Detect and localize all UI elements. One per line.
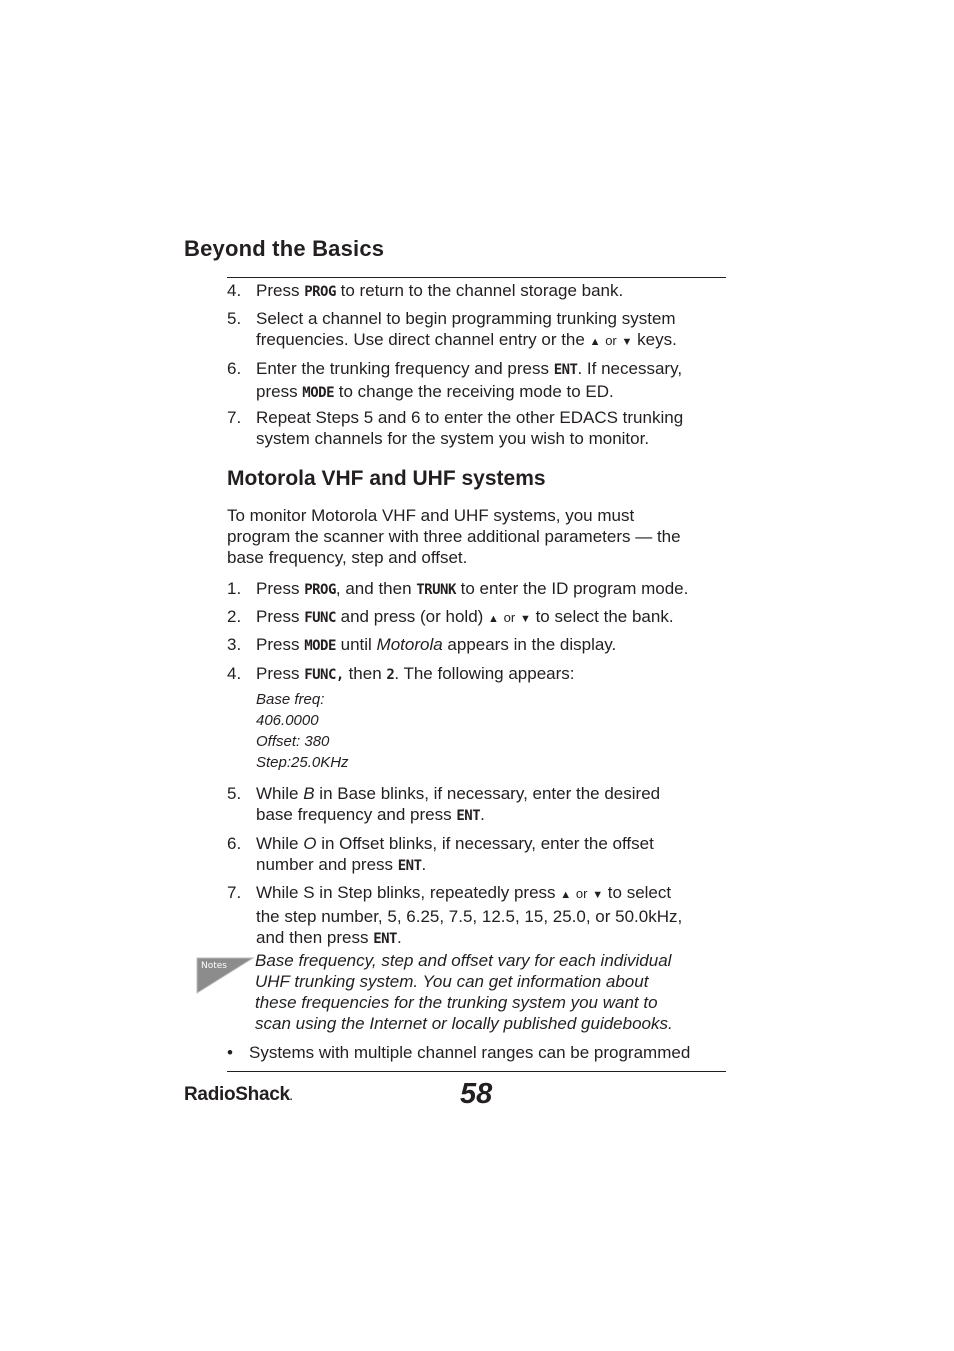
- step-text: the step number, 5, 6.25, 7.5, 12.5, 15, 25.0, or 50.0kHz,: [256, 907, 683, 926]
- step-text: Select a channel to begin programming trunking system: [256, 309, 676, 328]
- step-text: , and then: [335, 579, 417, 598]
- display-term: Motorola: [376, 635, 443, 654]
- key-label: FUNC,: [304, 667, 344, 683]
- step-number: 6.: [227, 834, 242, 853]
- step-text: . If necessary,: [577, 359, 683, 378]
- display-term: B: [303, 784, 315, 803]
- step-text: frequencies. Use direct channel entry or the: [256, 330, 590, 349]
- step-text: base frequency and press: [256, 805, 457, 824]
- display-line: Base freq:: [256, 691, 325, 708]
- step-number: 5.: [227, 784, 242, 803]
- step-number: 5.: [227, 309, 242, 328]
- display-readout: [256, 689, 349, 773]
- note-line: UHF trunking system. You can get information about: [255, 972, 649, 991]
- key-label: PROG: [304, 582, 336, 598]
- note-line: these frequencies for the trunking system you want to: [255, 993, 658, 1012]
- step-number: 7.: [227, 883, 242, 902]
- step-text: and then press: [256, 928, 374, 947]
- section-title: Beyond the Basics: [184, 236, 385, 261]
- brand-logo: [184, 1084, 292, 1106]
- step-number: 3.: [227, 635, 242, 654]
- step-number: 4.: [227, 664, 242, 683]
- intro-line: base frequency, step and offset.: [227, 548, 468, 567]
- intro-paragraph: [227, 505, 727, 568]
- step-number: 1.: [227, 579, 242, 598]
- or-text: or: [575, 886, 588, 901]
- up-arrow-icon: ▲: [589, 336, 601, 348]
- step-number: 4.: [227, 281, 242, 300]
- step-text: .: [397, 928, 402, 947]
- key-label: ENT: [553, 362, 578, 378]
- up-arrow-icon: ▲: [560, 889, 572, 901]
- key-label: 2: [386, 667, 395, 683]
- intro-line: program the scanner with three additional parameters — the: [227, 527, 681, 546]
- notes-icon: [195, 955, 255, 995]
- step-text: until: [335, 635, 377, 654]
- step-text: to select the bank.: [530, 607, 674, 626]
- key-label: ENT: [456, 808, 481, 824]
- step-text: Repeat Steps 5 and 6 to enter the other EDACS trunking: [256, 408, 684, 427]
- step-number: 6.: [227, 359, 242, 378]
- step-text: press: [256, 382, 303, 401]
- display-line: Step:25.0KHz: [256, 754, 349, 771]
- step-text: to return to the channel storage bank.: [335, 281, 624, 300]
- step-text: Press: [256, 607, 305, 626]
- step-text: in Base blinks, if necessary, enter the desired: [314, 784, 661, 803]
- step-text: Enter the trunking frequency and press: [256, 359, 554, 378]
- down-arrow-icon: ▼: [621, 336, 633, 348]
- step-text: to change the receiving mode to ED.: [334, 382, 614, 401]
- key-label: ENT: [373, 931, 397, 947]
- key-label: MODE: [302, 385, 335, 401]
- step-text: .: [421, 855, 427, 874]
- down-arrow-icon: ▼: [519, 613, 531, 625]
- display-line: 406.0000: [256, 712, 319, 729]
- or-text: or: [605, 333, 617, 348]
- key-label: ENT: [397, 858, 422, 874]
- step-text: to select: [603, 883, 672, 902]
- note-line: Base frequency, step and offset vary for each individual: [255, 951, 672, 970]
- step-text: then: [343, 664, 387, 683]
- step-text: and press (or hold): [335, 607, 489, 626]
- key-label: PROG: [304, 284, 336, 300]
- header-rule: [227, 277, 726, 278]
- step-text: in Offset blinks, if necessary, enter the offset: [316, 834, 654, 853]
- step-number: 2.: [227, 607, 242, 626]
- up-arrow-icon: ▲: [488, 613, 499, 625]
- note-line: scan using the Internet or locally published guidebooks.: [255, 1014, 673, 1033]
- step-text: While: [256, 784, 304, 803]
- footer-rule: [227, 1071, 726, 1072]
- down-arrow-icon: ▼: [592, 889, 604, 901]
- bullet-item: [227, 1042, 727, 1063]
- or-text: or: [503, 610, 516, 625]
- display-line: Offset: 380: [256, 733, 330, 750]
- step-text: .: [480, 805, 485, 824]
- intro-line: To monitor Motorola VHF and UHF systems, you must: [227, 506, 635, 525]
- step-text: Press: [256, 664, 305, 683]
- notes-label: Notes: [201, 961, 227, 971]
- step-text: keys.: [632, 330, 677, 349]
- step-text: Press: [256, 579, 305, 598]
- step-text: appears in the display.: [442, 635, 617, 654]
- key-label: FUNC: [304, 610, 336, 626]
- step-text: . The following appears:: [394, 664, 575, 683]
- step-text: Press: [256, 635, 305, 654]
- step-text: Press: [256, 281, 305, 300]
- note-paragraph: [255, 950, 725, 1034]
- step-number: 7.: [227, 408, 242, 427]
- step-text: system channels for the system you wish to monitor.: [256, 429, 650, 448]
- key-label: TRUNK: [416, 582, 456, 598]
- bullet-mark: •: [227, 1043, 233, 1062]
- key-label: MODE: [304, 638, 336, 654]
- step-text: number and press: [256, 855, 398, 874]
- step-text: While: [256, 834, 304, 853]
- display-term: O: [303, 834, 317, 853]
- subsection-title: Motorola VHF and UHF systems: [227, 467, 546, 490]
- bullet-text: Systems with multiple channel ranges can be programmed: [249, 1043, 691, 1062]
- step-text: to enter the ID program mode.: [455, 579, 689, 598]
- brand-name: RadioShack: [184, 1084, 290, 1105]
- page-number: 58: [460, 1078, 493, 1110]
- brand-dot: .: [289, 1092, 293, 1103]
- step-text: While S in Step blinks, repeatedly press: [256, 883, 561, 902]
